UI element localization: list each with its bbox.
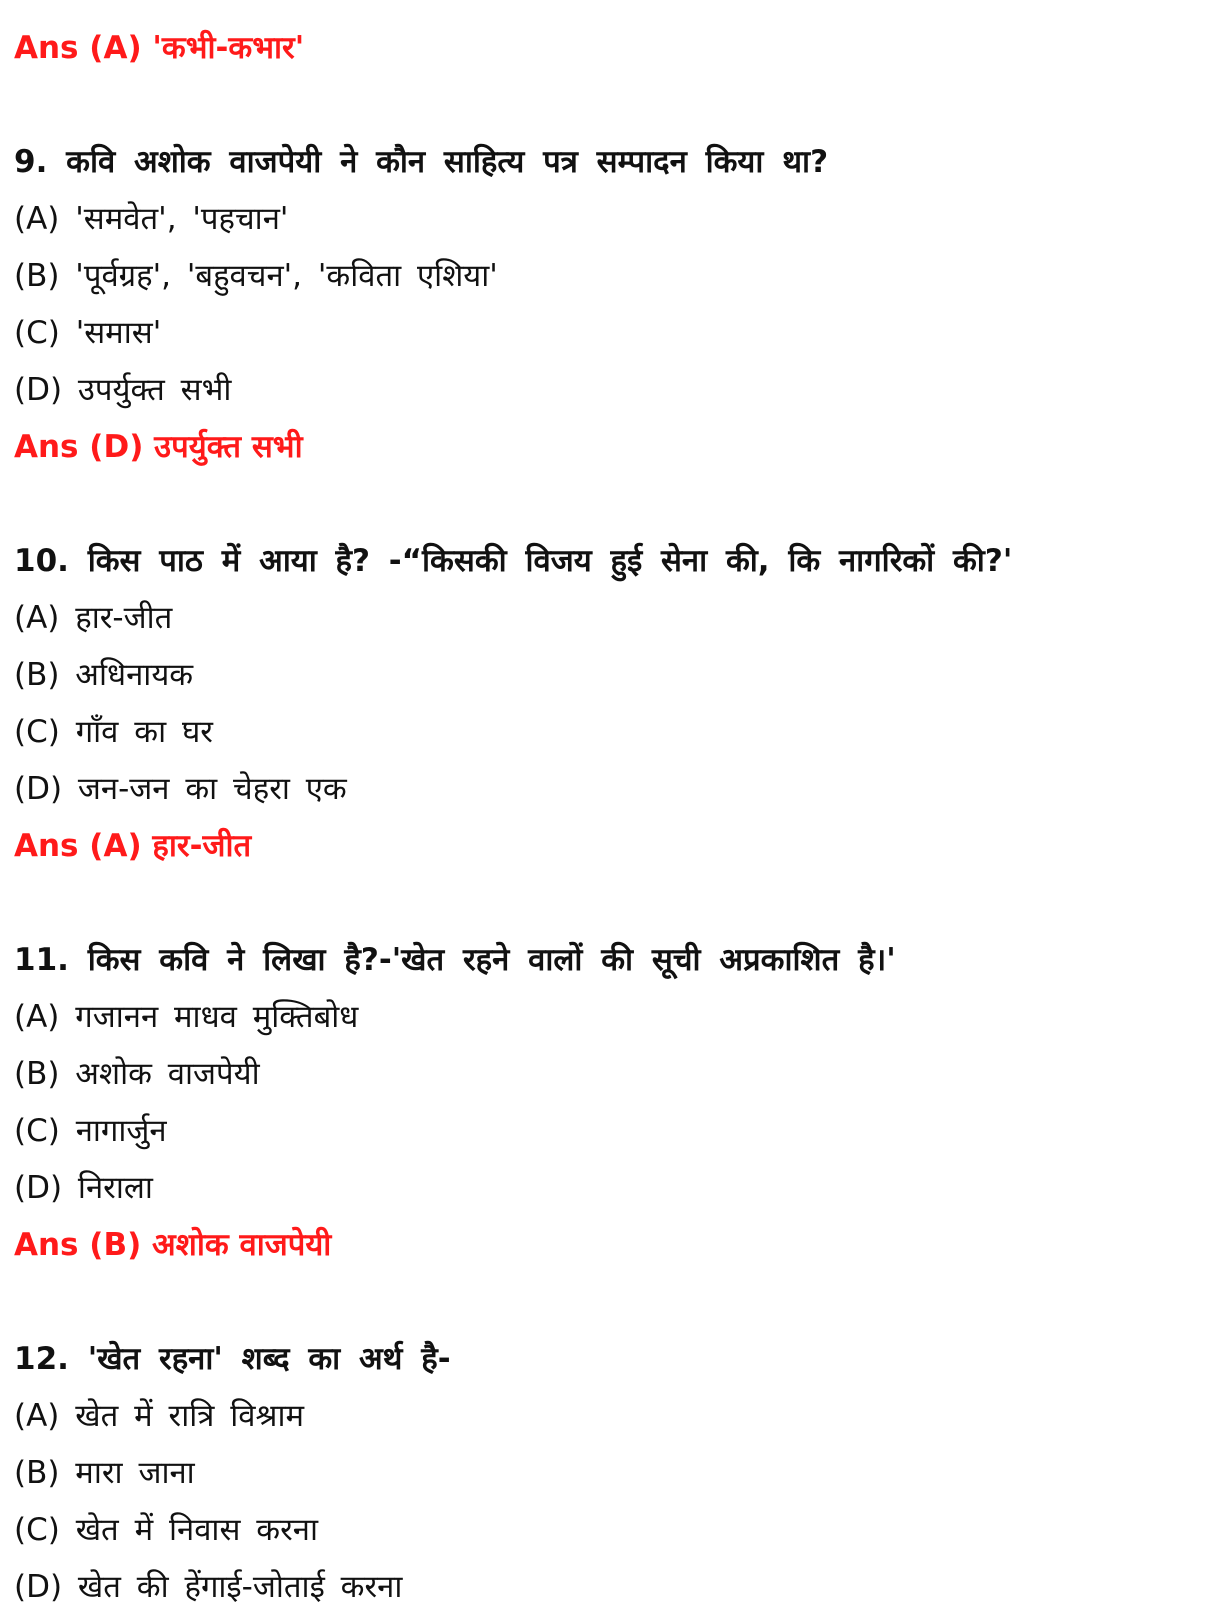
question-block-10 (14, 533, 1210, 875)
question-text: 9. कवि अशोक वाजपेयी ने कौन साहित्य पत्र सम्पादन किया था? (14, 144, 829, 180)
option-c: (C) खेत में निवास करना (14, 1512, 318, 1548)
option-b: (B) अधिनायक (14, 657, 194, 693)
question-block-11 (14, 932, 1210, 1274)
option-d: (D) खेत की हेंगाई-जोताई करना (14, 1569, 403, 1605)
question-text: 12. 'खेत रहना' शब्द का अर्थ है- (14, 1341, 451, 1377)
question-text: 10. किस पाठ में आया है? -“किसकी विजय हुई सेना की, कि नागरिकों की?' (14, 543, 1013, 579)
spacer (14, 875, 1210, 932)
question-block-9 (14, 134, 1210, 476)
option-a: (A) 'समवेत', 'पहचान' (14, 201, 289, 237)
option-d: (D) निराला (14, 1170, 153, 1206)
option-b: (B) 'पूर्वग्रह', 'बहुवचन', 'कविता एशिया' (14, 258, 498, 294)
answer-line: Ans (A) 'कभी-कभार' (14, 30, 305, 66)
option-d: (D) उपर्युक्त सभी (14, 372, 232, 408)
question-block-12 (14, 1331, 1210, 1616)
option-c: (C) गाँव का घर (14, 714, 213, 750)
question-text: 11. किस कवि ने लिखा है?-'खेत रहने वालों की सूची अप्रकाशित है।' (14, 942, 896, 978)
option-a: (A) हार-जीत (14, 600, 173, 636)
spacer (14, 77, 1210, 134)
option-a: (A) खेत में रात्रि विश्राम (14, 1398, 305, 1434)
option-d: (D) जन-जन का चेहरा एक (14, 771, 347, 807)
option-c: (C) नागार्जुन (14, 1113, 167, 1149)
spacer (14, 1274, 1210, 1331)
spacer (14, 476, 1210, 533)
answer-line: Ans (A) हार-जीत (14, 828, 252, 864)
option-a: (A) गजानन माधव मुक्तिबोध (14, 999, 359, 1035)
answer-line: Ans (B) अशोक वाजपेयी (14, 1227, 332, 1263)
option-b: (B) मारा जाना (14, 1455, 195, 1491)
option-c: (C) 'समास' (14, 315, 162, 351)
option-b: (B) अशोक वाजपेयी (14, 1056, 260, 1092)
answer-line: Ans (D) उपर्युक्त सभी (14, 429, 303, 465)
